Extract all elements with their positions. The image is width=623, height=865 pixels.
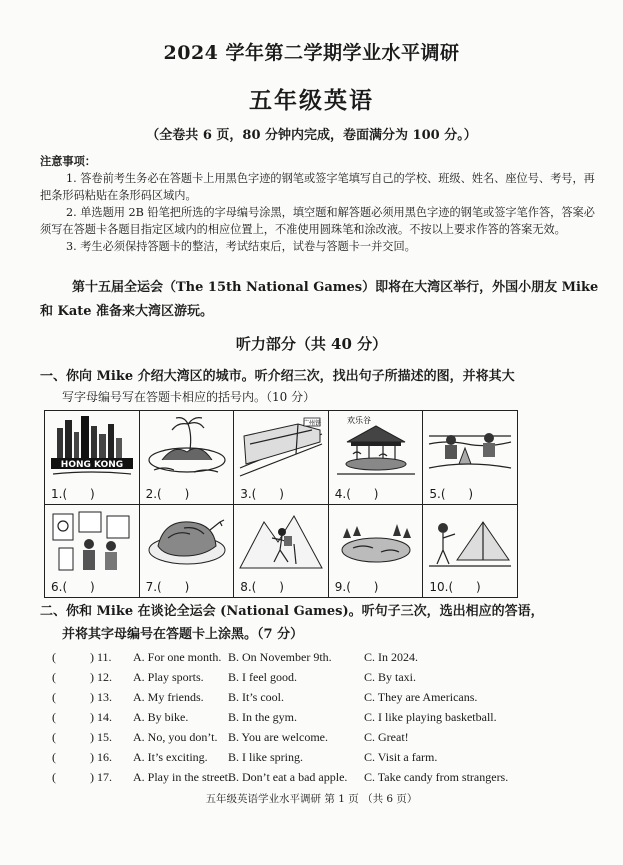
- question-row: [40, 650, 600, 670]
- picture-label-4: 4.( ): [334, 486, 379, 501]
- option-a: A. By bike.: [133, 710, 189, 724]
- option-a: A. It’s exciting.: [133, 750, 208, 764]
- question-number: ) 12.: [90, 670, 112, 684]
- train-caption: 广州铁: [303, 420, 322, 427]
- option-c: C. In 2024.: [364, 650, 418, 664]
- question-number: ) 11.: [90, 650, 112, 664]
- question-number: ) 15.: [90, 730, 112, 744]
- picture-label-5: 5.( ): [429, 486, 474, 501]
- page-footer: 五年级英语学业水平调研 第 1 页 （共 6 页）: [205, 793, 418, 805]
- picture-cell-2: [139, 411, 234, 505]
- question-row: [40, 770, 600, 790]
- option-a: A. Play in the street.: [133, 770, 231, 784]
- option-c: C. I like playing basketball.: [364, 710, 497, 724]
- option-c: C. They are Americans.: [364, 690, 478, 704]
- question-row: [40, 690, 600, 710]
- exam-subtitle: （全卷共 6 页，80 分钟内完成，卷面满分为 100 分。）: [146, 128, 477, 143]
- answer-paren[interactable]: (: [52, 690, 56, 704]
- answer-paren[interactable]: (: [52, 670, 56, 684]
- option-b: B. I feel good.: [228, 670, 297, 684]
- island-icon: [144, 414, 230, 480]
- skyline-icon: [49, 414, 135, 480]
- picture-grid: [44, 410, 518, 598]
- picture-cell-1: [45, 411, 140, 505]
- option-a: A. No, you don’t.: [133, 730, 218, 744]
- option-b: B. Don’t eat a bad apple.: [228, 770, 348, 784]
- option-b: B. It’s cool.: [228, 690, 284, 704]
- picture-label-7: 7.( ): [145, 580, 190, 594]
- section2-title-cont: 并将其字母编号在答题卡上涂黑。（7 分）: [62, 627, 304, 642]
- roast-chicken-icon: [144, 508, 230, 574]
- carousel-icon: [333, 414, 419, 480]
- picture-label-9: 9.( ): [334, 580, 379, 594]
- question-number: ) 17.: [90, 770, 112, 784]
- answer-paren[interactable]: (: [52, 650, 56, 664]
- beach-icon: [427, 414, 513, 480]
- picture-label-6: 6.( ): [51, 580, 95, 594]
- section2-heading: [40, 600, 600, 646]
- picture-label-8: 8.( ): [240, 580, 284, 594]
- option-b: B. On November 9th.: [228, 650, 332, 664]
- picture-cell-3: [234, 411, 329, 505]
- picture-cell-6: [45, 504, 140, 598]
- exam-subject: 五年级英语: [249, 87, 374, 114]
- section1-heading: [40, 366, 600, 408]
- question-number: ) 14.: [90, 710, 112, 724]
- notes-heading: 注意事项：: [40, 154, 96, 168]
- picture-cell-5: [423, 411, 518, 505]
- lake-icon: [333, 508, 419, 574]
- option-a: A. My friends.: [133, 690, 204, 704]
- picture-cell-4: [328, 411, 423, 505]
- intro-paragraph: 第十五届全运会（The 15th National Games）即将在大湾区举行，外国小朋友 Mike 和 Kate 准备来大湾区游玩。: [40, 280, 599, 319]
- notes-block: [40, 153, 600, 255]
- note-item-1: 1. 答卷前考生务必在答题卡上用黑色字迹的钢笔或签字笔填写自己的学校、班级、姓名、座位号、考号，再把条形码粘贴在条形码区域内。: [40, 172, 595, 202]
- answer-paren[interactable]: (: [52, 710, 56, 724]
- picture-label-2: 2.( ): [145, 486, 190, 501]
- section2-title: 二、你和 Mike 在谈论全运会 (National Games)。听句子三次，选出相应的答语，: [40, 604, 544, 619]
- answer-paren[interactable]: (: [52, 730, 56, 744]
- camping-icon: [427, 508, 513, 574]
- note-item-3: 3. 考生必须保持答题卡的整洁，考试结束后，试卷与答题卡一并交回。: [66, 240, 416, 253]
- exam-title: 2024 学年第二学期学业水平调研: [163, 42, 460, 64]
- option-a: A. Play sports.: [133, 670, 204, 684]
- picture-cell-9: [328, 504, 423, 598]
- option-b: B. You are welcome.: [228, 730, 328, 744]
- picture-cell-8: [234, 504, 329, 598]
- question-number: ) 16.: [90, 750, 112, 764]
- option-c: C. Great!: [364, 730, 409, 744]
- hiking-icon: [238, 508, 324, 574]
- carousel-caption: 欢乐谷: [346, 416, 371, 425]
- question-number: ) 13.: [90, 690, 112, 704]
- section1-title-cont: 写字母编号写在答题卡相应的括号内。（10 分）: [62, 390, 316, 404]
- answer-paren[interactable]: (: [52, 770, 56, 784]
- question-row: [40, 670, 600, 690]
- picture-cell-10: [423, 504, 518, 598]
- picture-label-3: 3.( ): [240, 486, 284, 501]
- option-b: B. I like spring.: [228, 750, 303, 764]
- question-row: [40, 750, 600, 770]
- picture-cell-7: [139, 504, 234, 598]
- skyline-caption: HONG KONG: [60, 460, 124, 470]
- option-b: B. In the gym.: [228, 710, 297, 724]
- option-c: C. By taxi.: [364, 670, 417, 684]
- option-c: C. Take candy from strangers.: [364, 770, 509, 784]
- section1-title: 一、你向 Mike 介绍大湾区的城市。听介绍三次，找出句子所描述的图，并将其大: [40, 369, 515, 384]
- question-row: [40, 710, 600, 730]
- option-c: C. Visit a farm.: [364, 750, 438, 764]
- answer-paren[interactable]: (: [52, 750, 56, 764]
- train-icon: [238, 414, 324, 480]
- option-a: A. For one month.: [133, 650, 222, 664]
- museum-icon: [49, 508, 135, 574]
- picture-label-10: 10.( ): [429, 580, 481, 594]
- question-row: [40, 730, 600, 750]
- listening-title: 听力部分（共 40 分）: [235, 335, 388, 353]
- picture-label-1: 1.( ): [51, 486, 95, 501]
- note-item-2: 2. 单选题用 2B 铅笔把所选的字母编号涂黑，填空题和解答题必须用黑色字迹的钢笔或签字笔作答，答案必须写在答题卡各题目指定区域内的相应位置上，不准使用圆珠笔和涂改液。不按以上要求作答的答案无效。: [40, 206, 595, 236]
